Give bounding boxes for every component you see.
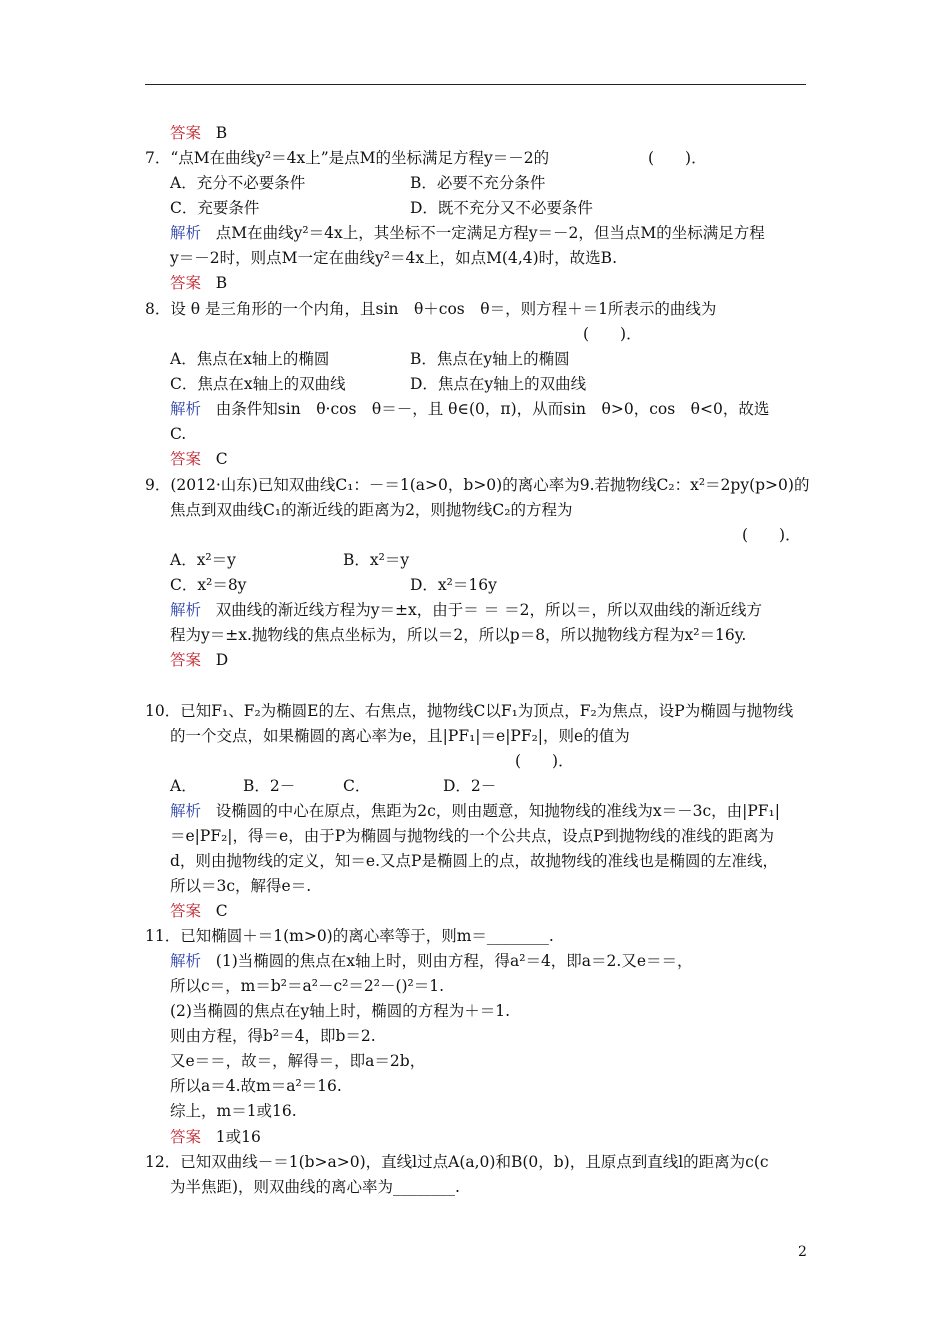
- q8-answer-line: [170, 448, 228, 470]
- q8-analysis-line: [170, 398, 769, 420]
- analysis-text: ＝e|PF₂|，得＝e，由于P为椭圆与抛物线的一个公共点，设点P到抛物线的准线的距离为: [170, 827, 775, 845]
- answer-label: 答案: [170, 450, 202, 468]
- analysis-label: 解析: [170, 224, 202, 242]
- header-rule: [145, 84, 806, 85]
- analysis-text: 点M在曲线y²＝4x上，其坐标不一定满足方程y＝－2，但当点M的坐标满足方程: [215, 224, 765, 242]
- q11-answer-line: [170, 1126, 261, 1148]
- analysis-label: 解析: [170, 952, 202, 970]
- analysis-text: 所以a＝4.故m＝a²＝16.: [170, 1077, 342, 1095]
- q8-paren: ( )．: [583, 325, 642, 343]
- q9-paren: ( )．: [742, 526, 801, 544]
- option: C．焦点在x轴上的双曲线: [170, 375, 346, 393]
- q7-answer-line: [170, 272, 227, 294]
- analysis-text: 则由方程，得b²＝4，即b＝2.: [170, 1027, 376, 1045]
- answer-value: C: [215, 450, 228, 468]
- option: B．焦点在y轴上的椭圆: [410, 350, 570, 368]
- q10-paren: ( )．: [515, 752, 574, 770]
- answer-value: D: [215, 651, 229, 669]
- analysis-text: (1)当椭圆的焦点在x轴上时，则由方程，得a²＝4，即a＝2.又e＝＝，: [215, 952, 693, 970]
- answer-label: 答案: [170, 1128, 202, 1146]
- answer-label: 答案: [170, 651, 202, 669]
- analysis-text: 所以＝3c，解得e＝.: [170, 877, 312, 895]
- option: D．焦点在y轴上的双曲线: [410, 375, 587, 393]
- answer-value: 1或16: [215, 1128, 261, 1146]
- q7-analysis-line: [170, 222, 765, 244]
- option: D．2－: [443, 777, 497, 795]
- q7-stem: 7．“点M在曲线y²＝4x上”是点M的坐标满足方程y＝－2的: [145, 149, 550, 167]
- analysis-text: 设椭圆的中心在原点，焦距为2c，则由题意，知抛物线的准线为x＝－3c，由|PF₁|: [215, 802, 780, 820]
- q9-stem: 焦点到双曲线C₁的渐近线的距离为2，则抛物线C₂的方程为: [170, 501, 573, 519]
- option: D．x²＝16y: [410, 576, 497, 594]
- option: B．必要不充分条件: [410, 174, 546, 192]
- analysis-text: d，则由抛物线的定义，知＝e.又点P是椭圆上的点，故抛物线的准线也是椭圆的左准线，: [170, 852, 778, 870]
- option: A．焦点在x轴上的椭圆: [170, 350, 330, 368]
- option: C．x²＝8y: [170, 576, 247, 594]
- q9-analysis-line: [170, 599, 762, 621]
- answer-label: 答案: [170, 124, 202, 142]
- q10-analysis-line: [170, 800, 780, 822]
- option: A．充分不必要条件: [170, 174, 306, 192]
- answer-label: 答案: [170, 902, 202, 920]
- answer-value: B: [215, 124, 228, 142]
- option: D．既不充分又不必要条件: [410, 199, 593, 217]
- q9-stem: 9．(2012·山东)已知双曲线C₁：－＝1(a>0，b>0)的离心率为9.若抛物线C₂：x²＝2py(p>0)的: [145, 476, 810, 494]
- option: C．: [343, 777, 371, 795]
- option: A．: [170, 777, 197, 795]
- analysis-text: C.: [170, 425, 187, 443]
- q7-paren: ( )．: [648, 149, 707, 167]
- analysis-label: 解析: [170, 400, 202, 418]
- q11-stem: 11．已知椭圆＋＝1(m>0)的离心率等于，则m＝________.: [145, 927, 554, 945]
- q12-stem: 12．已知双曲线－＝1(b>a>0)，直线l过点A(a,0)和B(0，b)，且原点到直线l的距离为c(c: [145, 1153, 769, 1171]
- analysis-text: 综上，m＝1或16.: [170, 1102, 297, 1120]
- answer-value: C: [215, 902, 228, 920]
- option: C．充要条件: [170, 199, 260, 217]
- analysis-label: 解析: [170, 802, 202, 820]
- analysis-text: 由条件知sin θ·cos θ＝－，且 θ∈(0，π)，从而sin θ>0，cos θ<0，故选: [215, 400, 770, 418]
- q6-answer-line: [170, 122, 227, 144]
- option: B．x²＝y: [343, 551, 410, 569]
- answer-value: B: [215, 274, 228, 292]
- analysis-label: 解析: [170, 601, 202, 619]
- option: A．x²＝y: [170, 551, 236, 569]
- q10-answer-line: [170, 900, 228, 922]
- q10-stem: 的一个交点，如果椭圆的离心率为e，且|PF₁|＝e|PF₂|，则e的值为: [170, 727, 630, 745]
- q8-stem: 8．设 θ 是三角形的一个内角，且sin θ＋cos θ＝，则方程＋＝1所表示的曲线为: [145, 300, 717, 318]
- answer-label: 答案: [170, 274, 202, 292]
- q10-stem: 10．已知F₁、F₂为椭圆E的左、右焦点，抛物线C以F₁为顶点，F₂为焦点，设P为椭圆与抛物线: [145, 702, 794, 720]
- analysis-text: 又e＝＝，故＝，解得＝，即a＝2b，: [170, 1052, 426, 1070]
- option: B．2－: [243, 777, 296, 795]
- analysis-text: 双曲线的渐近线方程为y＝±x，由于＝ ＝ ＝2，所以＝，所以双曲线的渐近线方: [215, 601, 763, 619]
- analysis-text: y＝－2时，则点M一定在曲线y²＝4x上，如点M(4,4)时，故选B.: [170, 249, 617, 267]
- page-number: 2: [798, 1244, 807, 1260]
- analysis-text: 所以c＝，m＝b²＝a²－c²＝2²－()²＝1.: [170, 977, 445, 995]
- q9-answer-line: [170, 649, 228, 671]
- q11-analysis-line: [170, 950, 693, 972]
- analysis-text: 程为y＝±x.抛物线的焦点坐标为，所以＝2，所以p＝8，所以抛物线方程为x²＝16y.: [170, 626, 747, 644]
- q12-stem: 为半焦距)，则双曲线的离心率为________.: [170, 1178, 460, 1196]
- analysis-text: (2)当椭圆的焦点在y轴上时，椭圆的方程为＋＝1.: [170, 1002, 511, 1020]
